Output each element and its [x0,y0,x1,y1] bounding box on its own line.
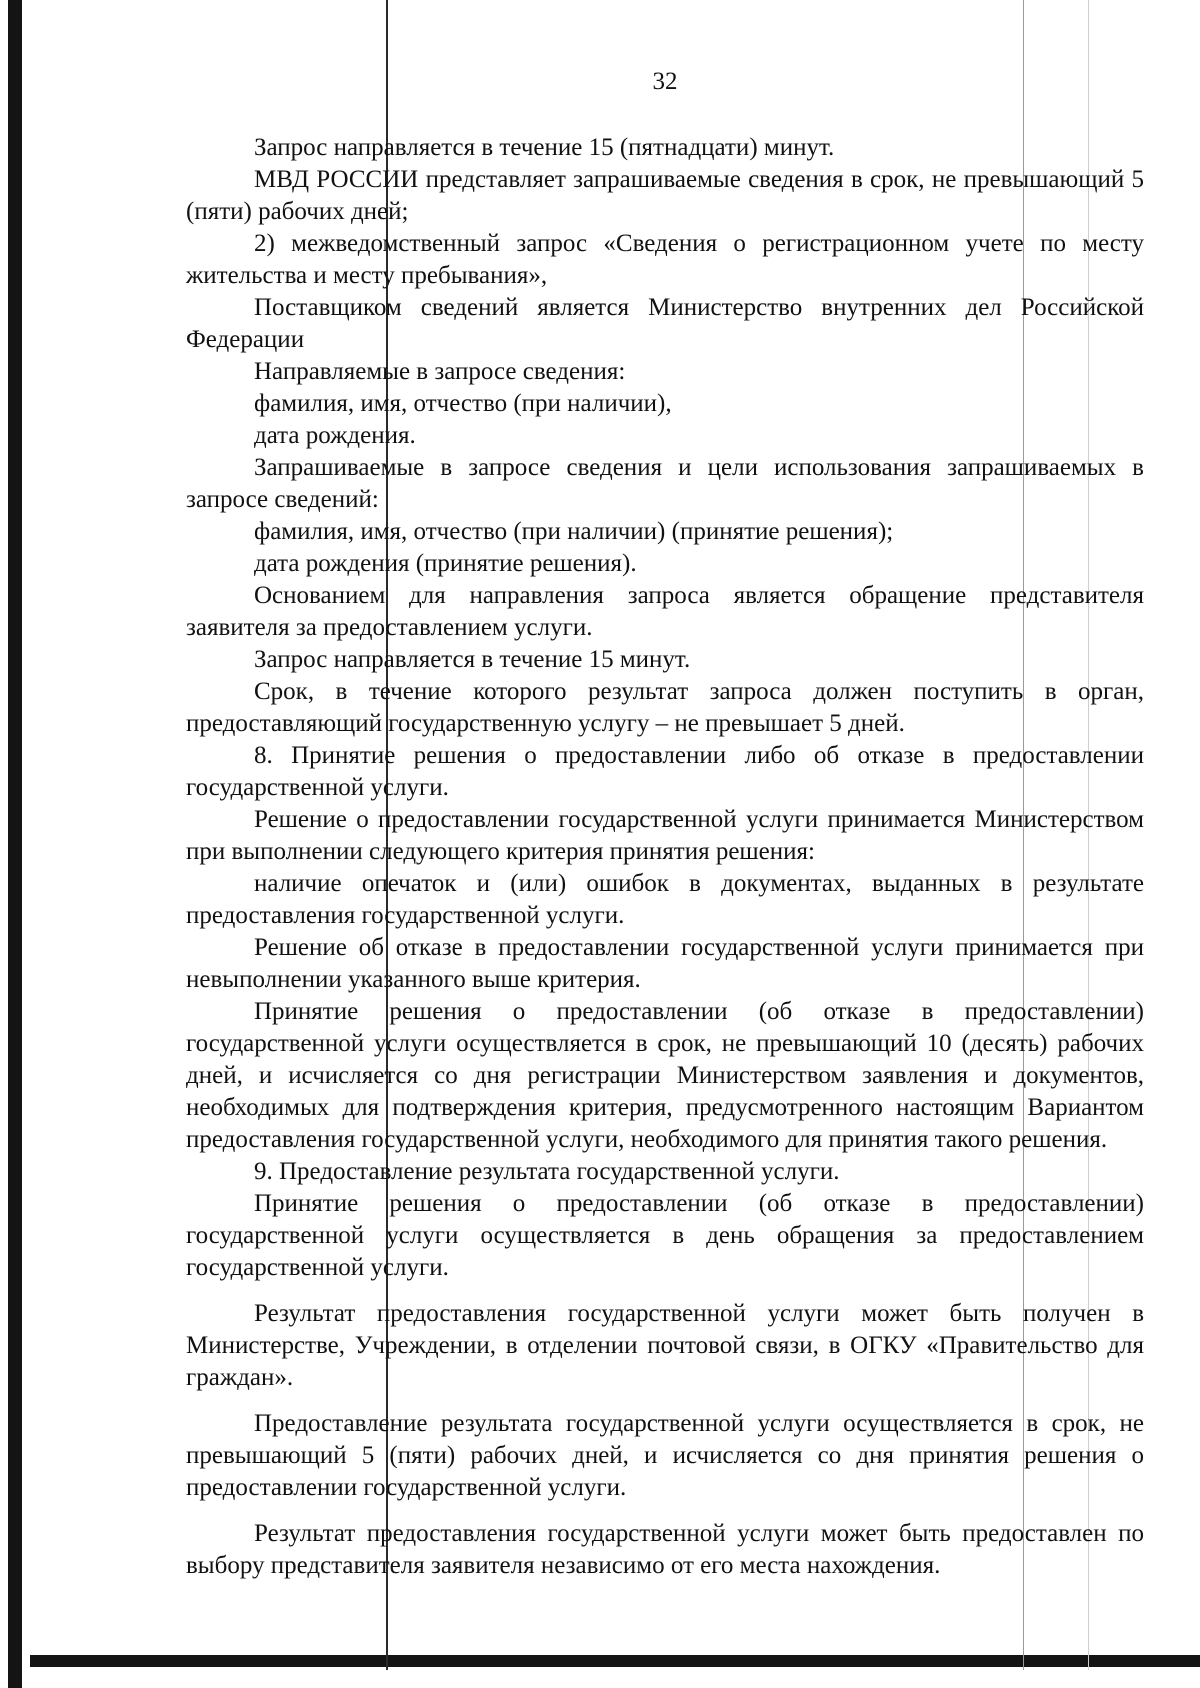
paragraph: Запрос направляется в течение 15 (пятнадцати) минут. [254,134,835,161]
paragraph: дата рождения (принятие решения). [254,550,637,577]
paragraph: Решение об отказе в предоставлении государственной услуги принимается при невыполнении указанного выше критерия. [186,934,1144,993]
paragraph: Основанием для направления запроса является обращение представителя заявителя за предоставлением услуги. [186,582,1144,641]
scan-edge-bottom [30,1655,1200,1667]
paragraph: Предоставление результата государственной услуги осуществляется в срок, не превышающий 5 (пяти) рабочих дней, и исчисляется со дня принятия решения о предоставлении государственной услуги. [186,1410,1144,1501]
paragraph: дата рождения. [254,422,416,449]
paragraph: фамилия, имя, отчество (при наличии), [254,390,672,417]
paragraph: МВД РОССИИ представляет запрашиваемые сведения в срок, не превышающий 5 (пяти) рабочих дней; [186,166,1144,225]
paragraph: фамилия, имя, отчество (при наличии) (принятие решения); [254,518,894,545]
section-heading: 8. Принятие решения о предоставлении либо об отказе в предоставлении государственной услуги. [186,742,1144,801]
paragraph: Направляемые в запросе сведения: [254,358,626,385]
paragraph: Запрос направляется в течение 15 минут. [254,646,691,673]
document-body [186,132,1144,1582]
paragraph: Принятие решения о предоставлении (об отказе в предоставлении) государственной услуги осуществляется в срок, не превышающий 10 (десять) рабочих дней, и исчисляется со дня регистрации Министерством заявления и документов, необходимых для подтверждения критерия, предусмотренного настоящим Вариантом предоставления государственной услуги, необходимого для принятия такого решения. [186,998,1144,1153]
paragraph: Срок, в течение которого результат запроса должен поступить в орган, предоставляющий государственную услугу – не превышает 5 дней. [186,678,1144,737]
paragraph: Запрашиваемые в запросе сведения и цели использования запрашиваемых в запросе сведений: [186,454,1144,513]
paragraph: наличие опечаток и (или) ошибок в документах, выданных в результате предоставления государственной услуги. [186,870,1144,929]
section-heading: 9. Предоставление результата государственной услуги. [254,1158,840,1185]
paragraph: 2) межведомственный запрос «Сведения о регистрационном учете по месту жительства и месту пребывания», [186,230,1144,289]
page-number: 32 [652,68,678,95]
paragraph: Поставщиком сведений является Министерство внутренних дел Российской Федерации [186,294,1144,353]
scan-edge-left [8,0,22,1688]
paragraph: Результат предоставления государственной услуги может быть предоставлен по выбору представителя заявителя независимо от его места нахождения. [186,1520,1144,1579]
paragraph: Принятие решения о предоставлении (об отказе в предоставлении) государственной услуги осуществляется в день обращения за предоставлением государственной услуги. [186,1190,1144,1281]
paragraph: Решение о предоставлении государственной услуги принимается Министерством при выполнении следующего критерия принятия решения: [186,806,1144,865]
paragraph: Результат предоставления государственной услуги может быть получен в Министерстве, Учреждении, в отделении почтовой связи, в ОГКУ «Правительство для граждан». [186,1300,1144,1391]
